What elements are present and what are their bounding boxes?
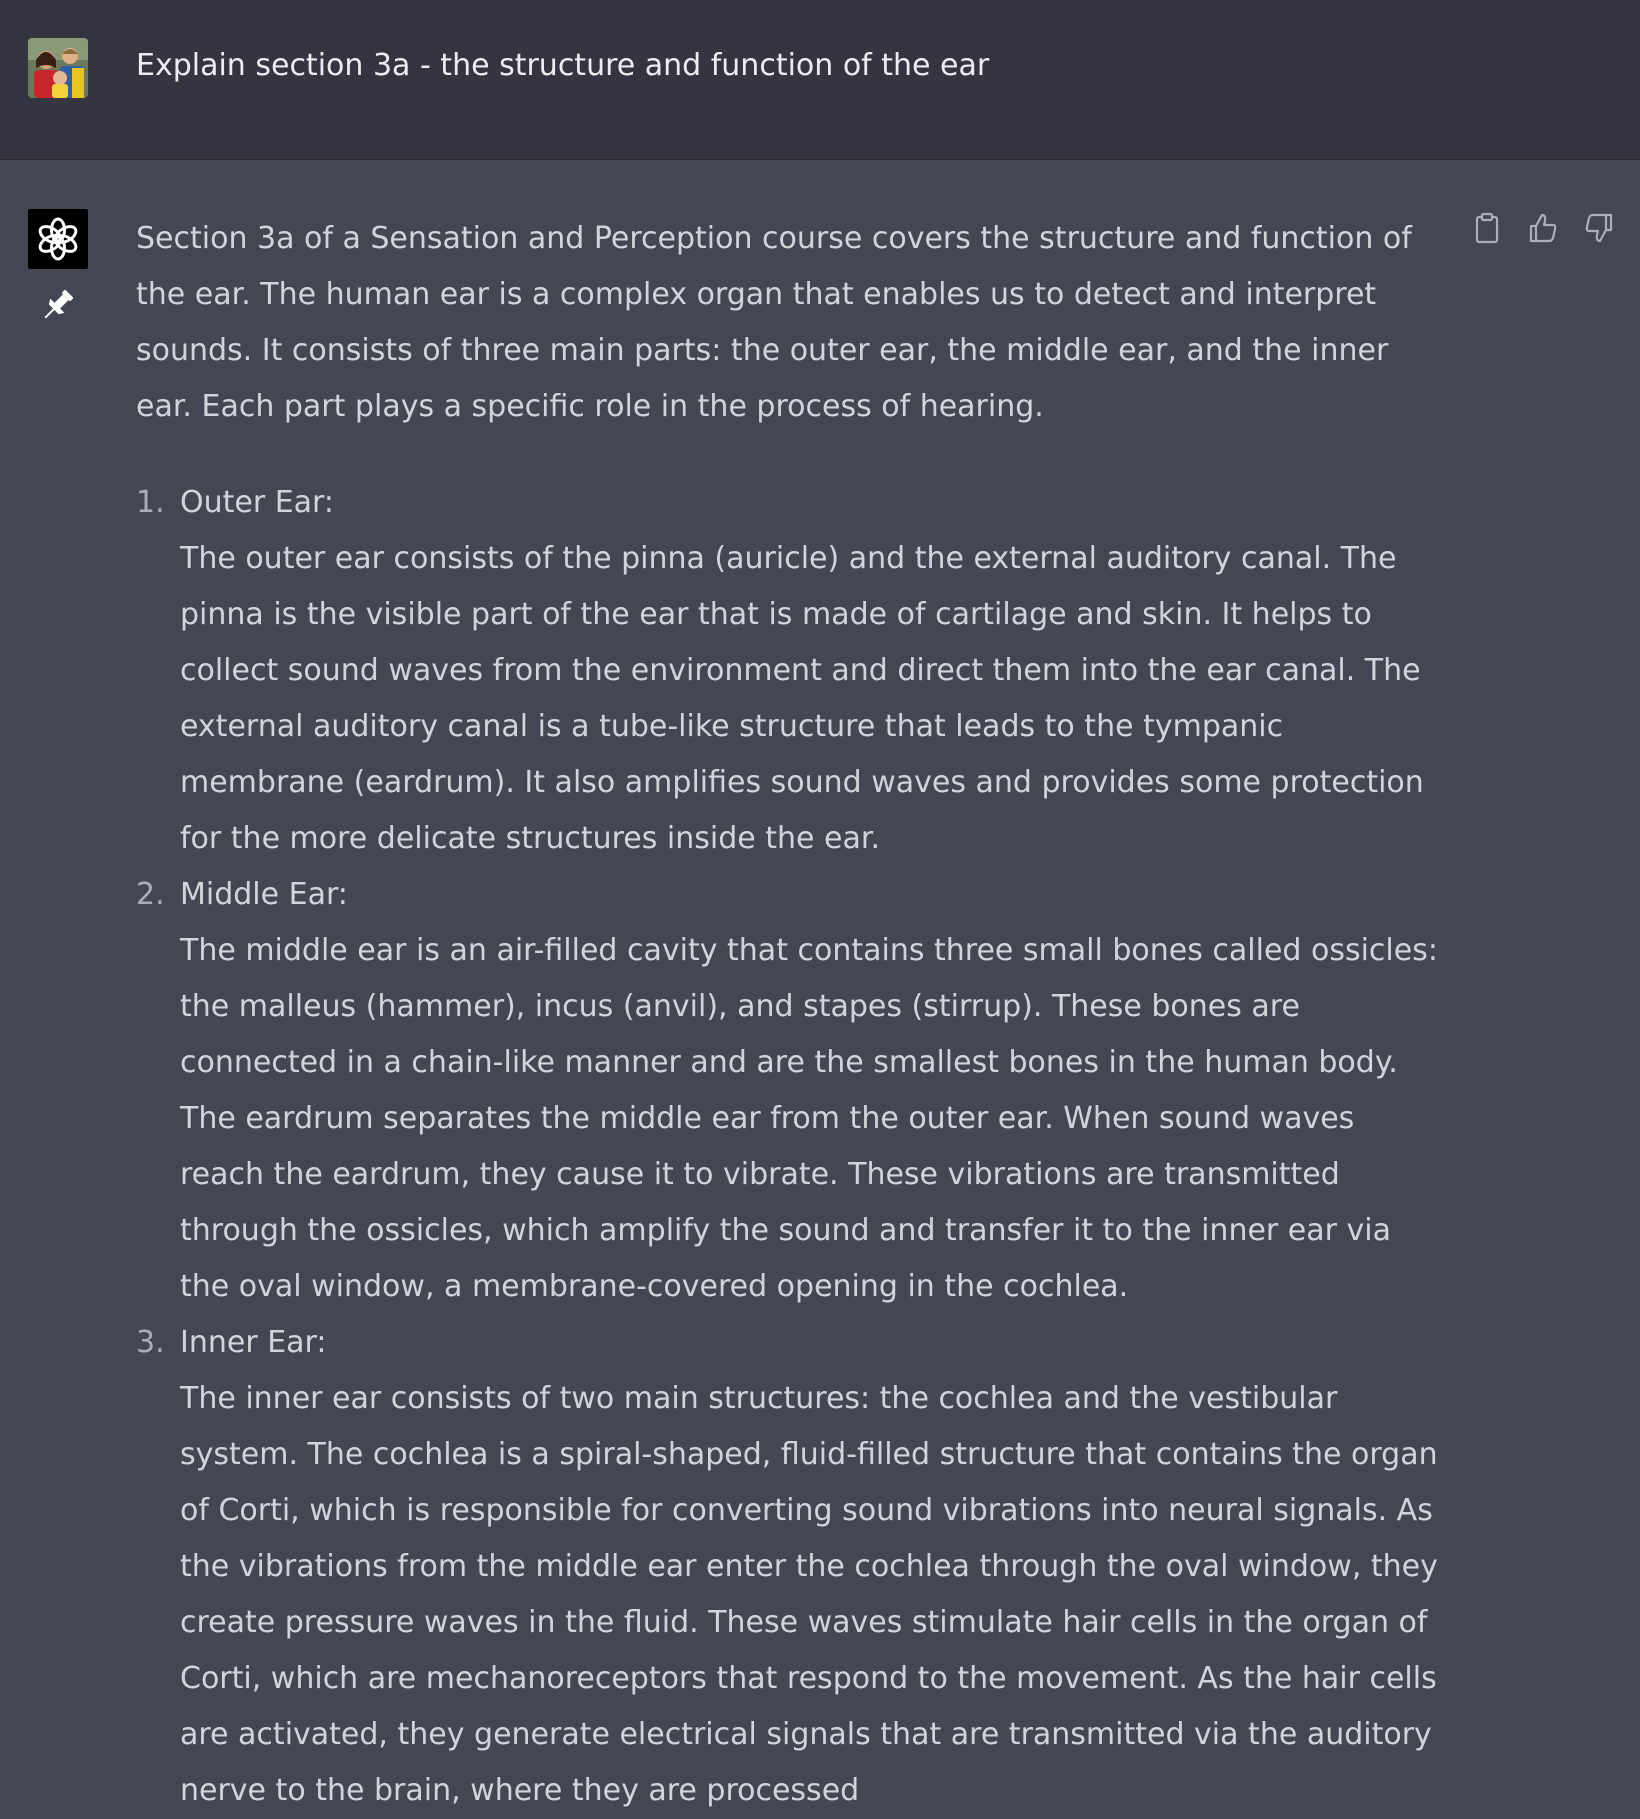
list-item-number: 1. [136, 485, 165, 520]
list-item [136, 1315, 1446, 1819]
list-item-number: 2. [136, 877, 165, 912]
message-actions [1470, 211, 1616, 245]
user-avatar [28, 38, 88, 98]
list-item-body: The middle ear is an air-filled cavity that contains three small bones called ossicles: the malleus (hammer), incus (anvil), and stapes (stirrup). These bones are connected in a chain-like manner and are the smallest bones in the human body. The eardrum separates the middle ear from the outer ear. When sound waves reach the eardrum, they cause it to vibrate. These vibrations are transmitted through the ossicles, which amplify the sound and transfer it to the inner ear via the oval window, a membrane-covered opening in the cochlea. [180, 933, 1438, 1304]
clipboard-icon [1472, 212, 1502, 244]
thumbs-down-button[interactable] [1582, 211, 1616, 245]
user-prompt-text: Explain section 3a - the structure and function of the ear [136, 48, 990, 83]
user-message-row [0, 0, 1640, 160]
list-item [136, 475, 1446, 867]
list-item-title: Middle Ear: [180, 877, 348, 912]
list-item-body: The outer ear consists of the pinna (auricle) and the external auditory canal. The pinna is the visible part of the ear that is made of cartilage and skin. It helps to collect sound waves from the environment and direct them into the ear canal. The external auditory canal is a tube-like structure that leads to the tympanic membrane (eardrum). It also amplifies sound waves and provides some protection for the more delicate structures inside the ear. [180, 541, 1424, 856]
assistant-message-row [0, 161, 1640, 1808]
thumbs-up-icon [1527, 212, 1559, 244]
assistant-avatar [28, 209, 88, 269]
assistant-response [136, 211, 1446, 1819]
thumbs-down-icon [1583, 212, 1615, 244]
list-item [136, 867, 1446, 1315]
list-item-title: Inner Ear: [180, 1325, 327, 1360]
ear-parts-list [136, 475, 1446, 1819]
copy-button[interactable] [1470, 211, 1504, 245]
user-photo-icon [28, 38, 88, 98]
list-item-body: The inner ear consists of two main structures: the cochlea and the vestibular system. The cochlea is a spiral-shaped, fluid-filled structure that contains the organ of Corti, which is responsible for converting sound vibrations into neural signals. As the vibrations from the middle ear enter the cochlea through the oval window, they create pressure waves in the fluid. These waves stimulate hair cells in the organ of Corti, which are mechanoreceptors that respond to the movement. As the hair cells are activated, they generate electrical signals that are transmitted via the auditory nerve to the brain, where they are processed [180, 1381, 1438, 1808]
list-item-title: Outer Ear: [180, 485, 334, 520]
openai-logo-icon [36, 217, 80, 261]
pin-icon[interactable] [38, 285, 78, 325]
intro-paragraph: Section 3a of a Sensation and Perception course covers the structure and function of the ear. The human ear is a complex organ that enables us to detect and interpret sounds. It consists of three main parts: the outer ear, the middle ear, and the inner ear. Each part plays a specific role in the process of hearing. [136, 221, 1412, 424]
list-item-number: 3. [136, 1325, 165, 1360]
thumbs-up-button[interactable] [1526, 211, 1560, 245]
